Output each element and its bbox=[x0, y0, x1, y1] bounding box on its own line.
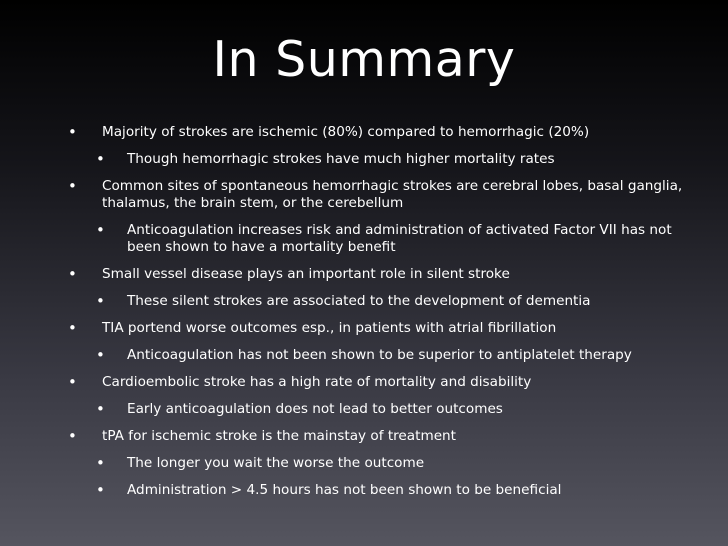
bullet-text: Majority of strokes are ischemic (80%) compared to hemorrhagic (20%) bbox=[102, 124, 590, 140]
sub-bullet-item bbox=[0, 455, 728, 472]
bullet-item bbox=[0, 320, 728, 337]
bullet-text: Anticoagulation has not been shown to be superior to antiplatelet therapy bbox=[127, 347, 632, 363]
sub-bullet-item bbox=[0, 293, 728, 310]
bullet-text: Anticoagulation increases risk and administration of activated Factor VII has not been shown to have a mortality benefit bbox=[127, 222, 672, 255]
bullet-text: tPA for ischemic stroke is the mainstay of treatment bbox=[102, 428, 457, 444]
bullet-text: Early anticoagulation does not lead to better outcomes bbox=[127, 401, 503, 417]
bullet-icon: • bbox=[96, 150, 105, 168]
bullet-item bbox=[0, 374, 728, 391]
bullet-text: These silent strokes are associated to the development of dementia bbox=[127, 293, 591, 309]
bullet-item bbox=[0, 266, 728, 283]
sub-bullet-item bbox=[0, 222, 728, 256]
bullet-text: TIA portend worse outcomes esp., in patients with atrial fibrillation bbox=[102, 320, 557, 336]
bullet-icon: • bbox=[96, 221, 105, 239]
bullet-item bbox=[0, 428, 728, 445]
sub-bullet-item bbox=[0, 401, 728, 418]
bullet-text: Small vessel disease plays an important role in silent stroke bbox=[102, 266, 510, 282]
bullet-icon: • bbox=[68, 427, 77, 445]
bullet-text: Though hemorrhagic strokes have much higher mortality rates bbox=[127, 151, 555, 167]
slide-title: In Summary bbox=[212, 31, 516, 88]
bullet-text: The longer you wait the worse the outcome bbox=[127, 455, 425, 471]
bullet-icon: • bbox=[68, 177, 77, 195]
bullet-item bbox=[0, 124, 728, 141]
bullet-icon: • bbox=[68, 265, 77, 283]
bullet-icon: • bbox=[96, 400, 105, 418]
sub-bullet-item bbox=[0, 347, 728, 364]
sub-bullet-item bbox=[0, 151, 728, 168]
bullet-icon: • bbox=[96, 454, 105, 472]
bullet-icon: • bbox=[96, 292, 105, 310]
bullet-icon: • bbox=[96, 481, 105, 499]
bullet-icon: • bbox=[96, 346, 105, 364]
bullet-icon: • bbox=[68, 373, 77, 391]
bullet-text: Administration > 4.5 hours has not been shown to be beneficial bbox=[127, 482, 562, 498]
bullet-list bbox=[0, 124, 728, 509]
sub-bullet-item bbox=[0, 482, 728, 499]
bullet-icon: • bbox=[68, 123, 77, 141]
bullet-icon: • bbox=[68, 319, 77, 337]
bullet-text: Common sites of spontaneous hemorrhagic strokes are cerebral lobes, basal ganglia, thalamus, the brain stem, or the cerebellum bbox=[102, 178, 683, 211]
bullet-text: Cardioembolic stroke has a high rate of mortality and disability bbox=[102, 374, 532, 390]
bullet-item bbox=[0, 178, 728, 212]
